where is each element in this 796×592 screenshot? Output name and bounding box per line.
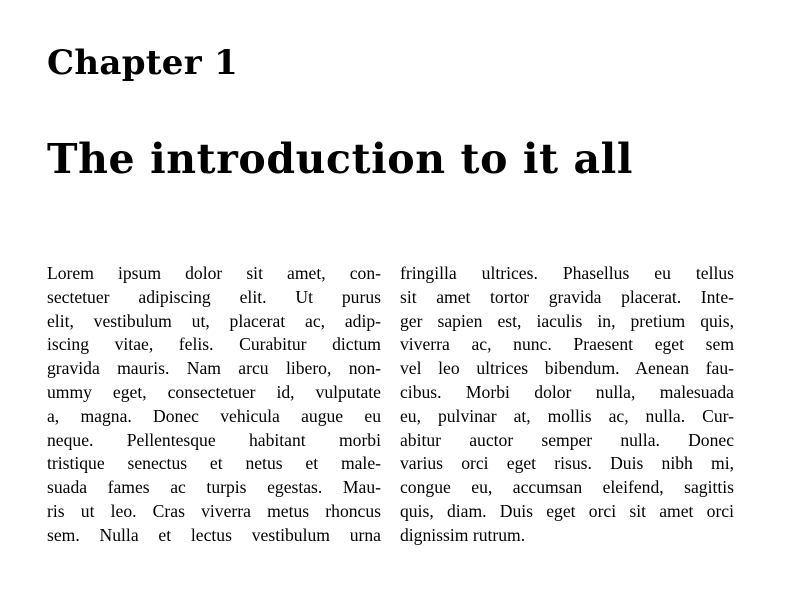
- text-line: elit, vestibulum ut, placerat ac, adip-: [47, 310, 381, 331]
- text-line: gravida mauris. Nam arcu libero, non-: [47, 358, 381, 379]
- text-line: ger sapien est, iaculis in, pretium quis,: [400, 310, 734, 331]
- text-line: viverra ac, nunc. Praesent eget sem: [400, 334, 734, 355]
- text-line: Lorem ipsum dolor sit amet, con-: [47, 263, 381, 283]
- text-line: ummy eget, consectetuer id, vulputate: [47, 381, 381, 402]
- text-line: a, magna. Donec vehicula augue eu: [47, 405, 381, 426]
- text-line: sit amet tortor gravida placerat. Inte-: [400, 286, 734, 307]
- body-column-left: [47, 262, 381, 548]
- text-line: sem. Nulla et lectus vestibulum urna: [47, 524, 381, 545]
- text-line: varius orci eget risus. Duis nibh mi,: [400, 453, 734, 474]
- text-line: fringilla ultrices. Phasellus eu tellus: [400, 263, 734, 283]
- text-line: quis, diam. Duis eget orci sit amet orci: [400, 500, 734, 521]
- text-line: vel leo ultrices bibendum. Aenean fau-: [400, 358, 734, 379]
- text-line: ris ut leo. Cras viverra metus rhoncus: [47, 500, 381, 521]
- chapter-title: The introduction to it all: [47, 135, 633, 183]
- text-line: suada fames ac turpis egestas. Mau-: [47, 477, 381, 498]
- text-line: congue eu, accumsan eleifend, sagittis: [400, 477, 734, 498]
- text-line: eu, pulvinar at, mollis ac, nulla. Cur-: [400, 405, 734, 426]
- text-line: dignissim rutrum.: [400, 524, 526, 545]
- text-line: neque. Pellentesque habitant morbi: [47, 429, 381, 450]
- text-line: cibus. Morbi dolor nulla, malesuada: [400, 381, 734, 402]
- text-line: abitur auctor semper nulla. Donec: [400, 429, 734, 450]
- chapter-number: Chapter 1: [47, 43, 239, 83]
- text-line: sectetuer adipiscing elit. Ut purus: [47, 286, 381, 307]
- text-line: tristique senectus et netus et male-: [47, 453, 381, 474]
- text-line: iscing vitae, felis. Curabitur dictum: [47, 334, 381, 355]
- body-column-right: [400, 262, 734, 548]
